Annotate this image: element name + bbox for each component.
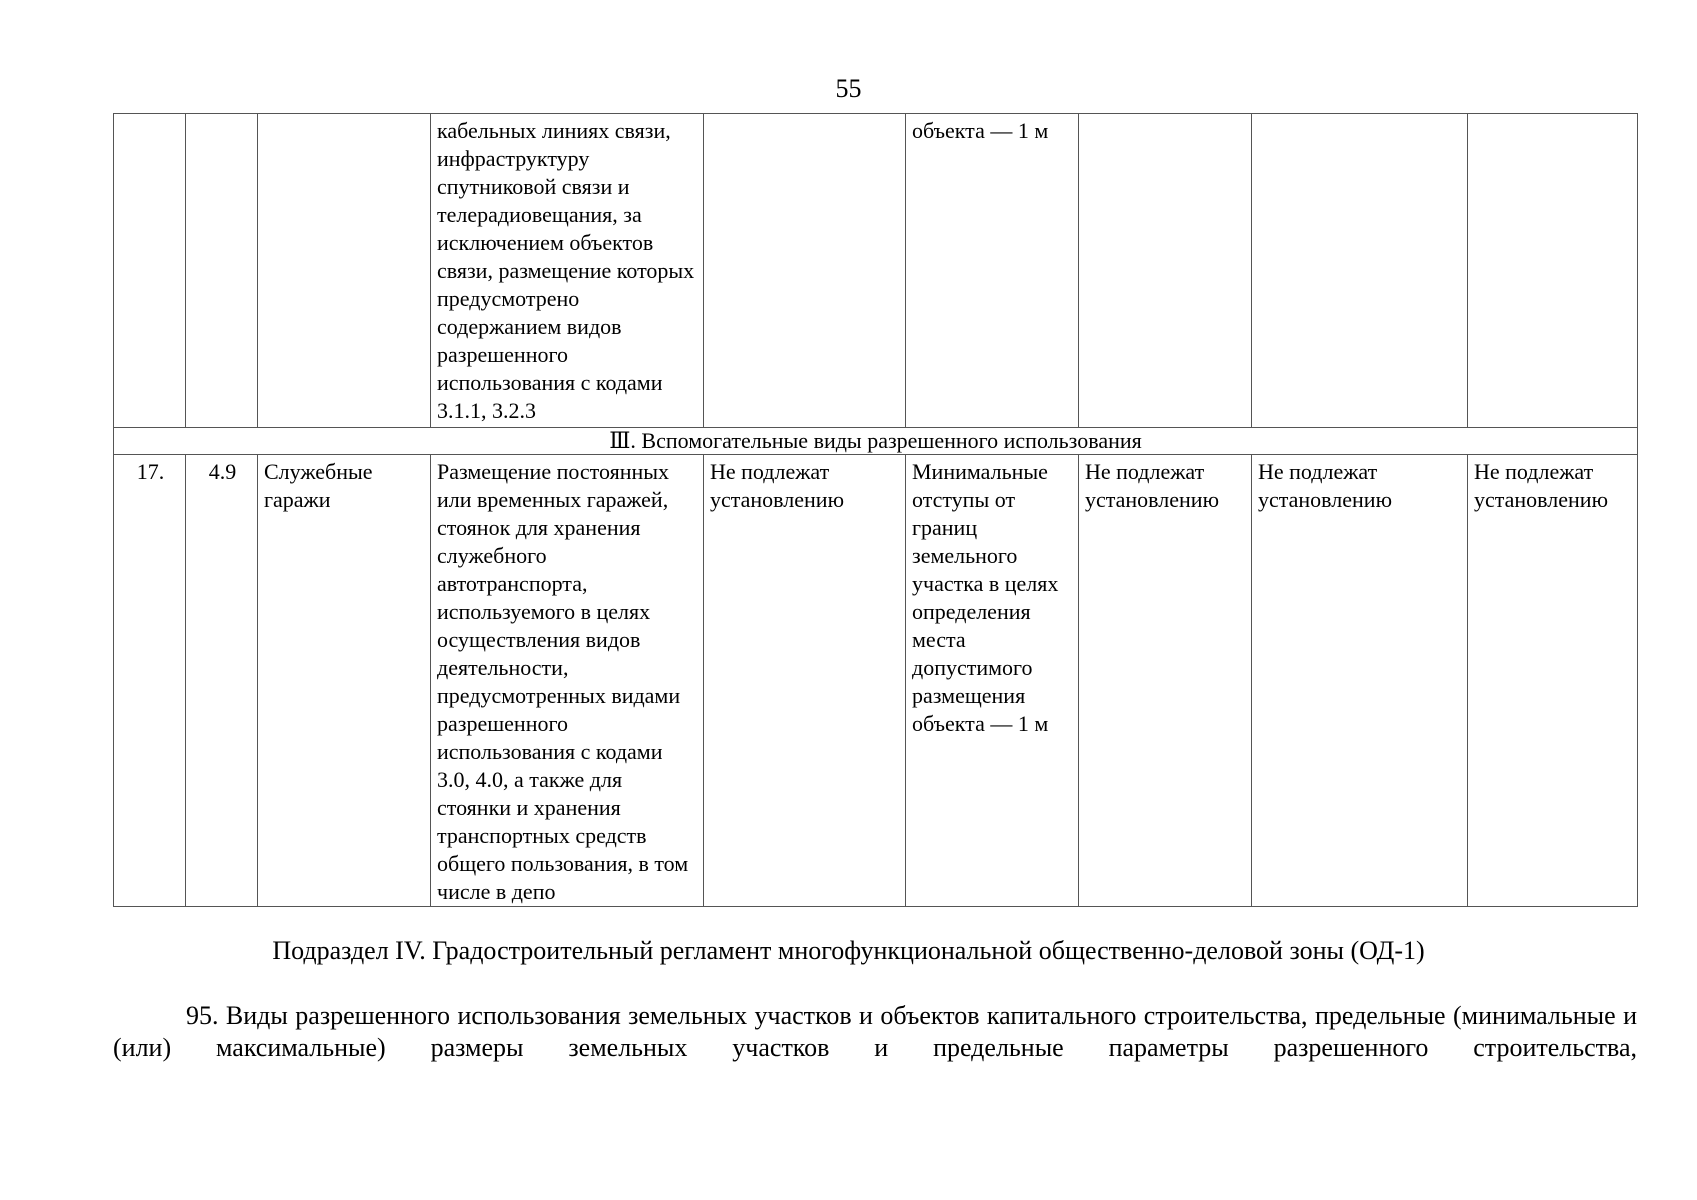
cell-floors <box>1079 114 1252 428</box>
cell-code <box>186 114 258 428</box>
cell-name: Служебные гаражи <box>258 455 431 907</box>
cell-coverage <box>1252 114 1468 428</box>
cell-floors: Не подлежат установлению <box>1079 455 1252 907</box>
cell-number <box>114 114 186 428</box>
cell-name <box>258 114 431 428</box>
cell-other: Не подлежат установлению <box>1468 455 1638 907</box>
cell-description: кабельных линиях связи, инфраструктуру спутниковой связи и телерадиовещания, за исключением объектов связи, размещение которых предусмотрено содержанием видов разрешенного использования с кодами 3.1.1, 3.2.3 <box>431 114 704 428</box>
table-row-continuation <box>114 114 1638 428</box>
cell-number: 17. <box>114 455 186 907</box>
cell-plot-size <box>704 114 906 428</box>
cell-plot-size: Не подлежат установлению <box>704 455 906 907</box>
regulation-table <box>113 113 1638 907</box>
table-section-row <box>114 428 1638 455</box>
table-row-17 <box>114 455 1638 907</box>
paragraph-95 <box>113 1000 1637 1064</box>
page-number: 55 <box>835 74 862 103</box>
cell-setbacks: объекта — 1 м <box>906 114 1079 428</box>
cell-coverage: Не подлежат установлению <box>1252 455 1468 907</box>
cell-other <box>1468 114 1638 428</box>
cell-description: Размещение постоянных или временных гаражей, стоянок для хранения служебного автотранспорта, используемого в целях осуществления видов деятельности, предусмотренных видами разрешенного использования с кодами 3.0, 4.0, а также для стоянки и хранения транспортных средств общего пользования, в том числе в депо <box>431 455 704 907</box>
paragraph-line-2: (минимальные и (или) максимальные) размеры земельных участков и предельные параметры разрешенного строительства, <box>113 1001 1637 1062</box>
paragraph-line-1: 95. Виды разрешенного использования земельных участков и объектов капитального строительства, предельные <box>186 1001 1446 1030</box>
section-heading: Ⅲ. Вспомогательные виды разрешенного использования <box>114 428 1638 455</box>
subsection-title: Подраздел IV. Градостроительный регламент многофункциональной общественно-деловой зоны (ОД-1) <box>272 936 1425 965</box>
cell-code: 4.9 <box>186 455 258 907</box>
cell-setbacks: Минимальные отступы от границ земельного участка в целях определения места допустимого размещения объекта — 1 м <box>906 455 1079 907</box>
